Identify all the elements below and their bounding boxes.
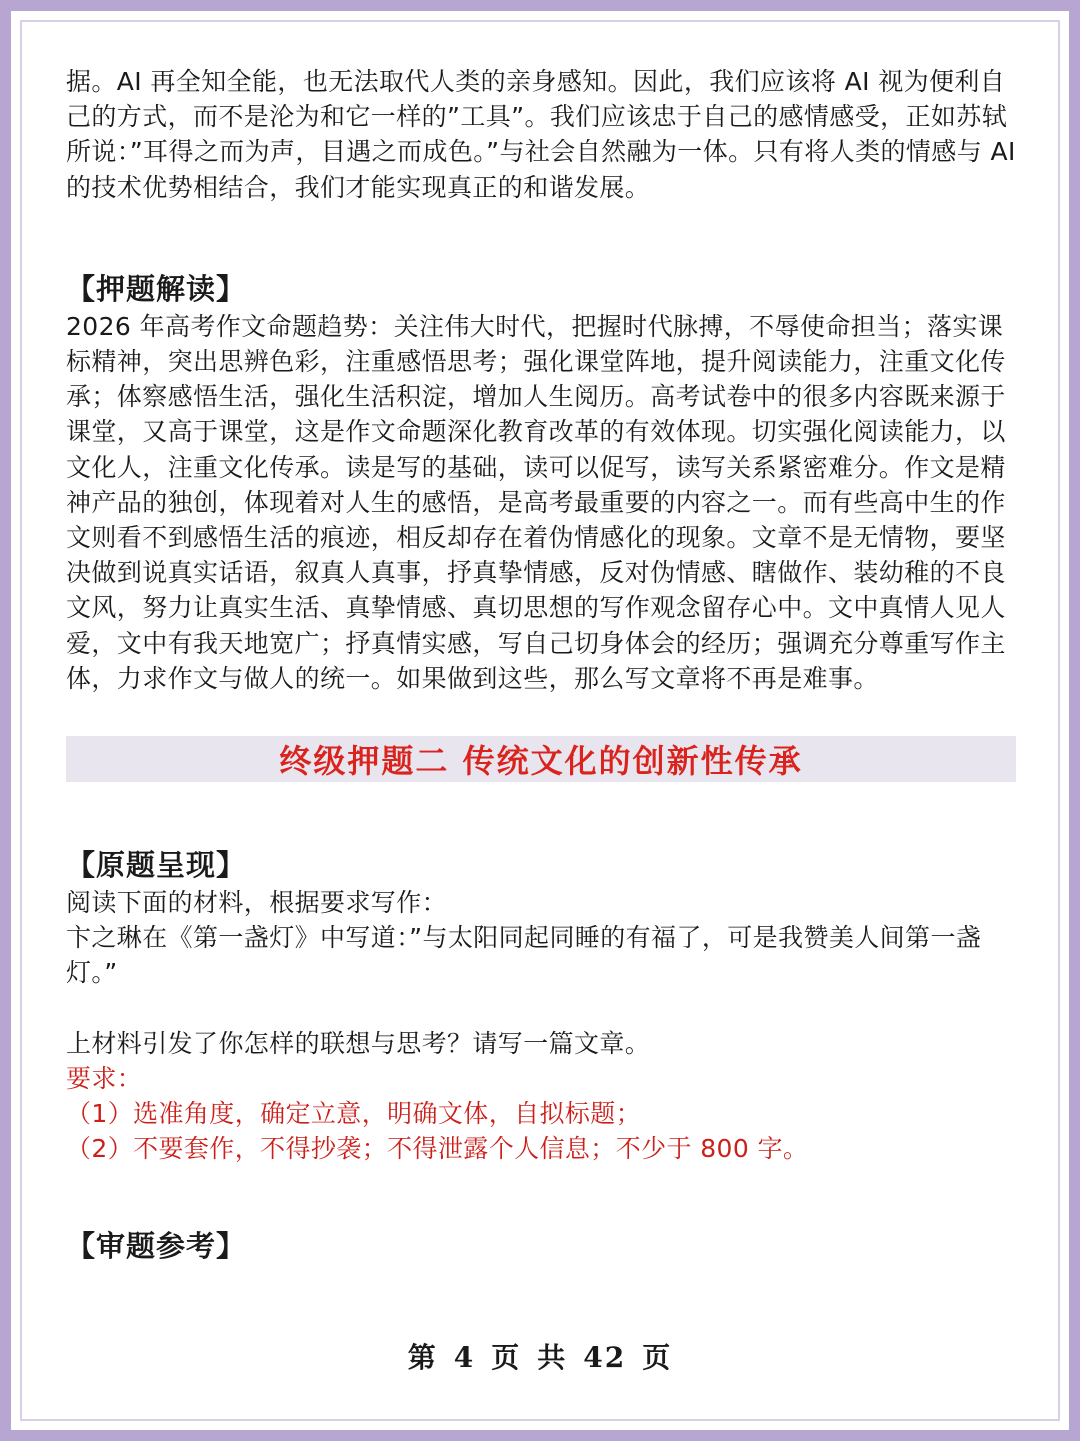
footer-suffix: 页: [642, 1341, 673, 1374]
section-title-band: [66, 736, 1016, 782]
intro-paragraph: 据。AI 再全知全能，也无法取代人类的亲身感知。因此，我们应该将 AI 视为便利自己的方式，而不是沦为和它一样的”工具”。我们应该忠于自己的感情感受，正如苏轼所说：”耳得之而为声，目遇之而成色。”与社会自然融为一体。只有将人类的情感与 AI 的技术优势相结合，我们才能实现真正的和谐发展。: [66, 67, 1016, 202]
requirement-2: （2）不要套作，不得抄袭；不得泄露个人信息；不少于 800 字。: [66, 1134, 809, 1164]
original-quote: 卞之琳在《第一盏灯》中写道：”与太阳同起同睡的有福了，可是我赞美人间第一盏灯。”: [66, 923, 982, 988]
requirements-label: 要求：: [66, 1063, 143, 1093]
document-content: [66, 64, 1016, 1266]
footer-page-word: 页: [491, 1341, 522, 1374]
original-heading: 【原题呈现】: [66, 848, 247, 883]
original-instruction: 阅读下面的材料，根据要求写作：: [66, 888, 448, 918]
analysis-body: 2026 年高考作文命题趋势：关注伟大时代，把握时代脉搏，不辱使命担当；落实课标精神，突出思辨色彩，注重感悟思考；强化课堂阵地，提升阅读能力，注重文化传承；体察感悟生活，强化生活积淀，增加人生阅历。高考试卷中的很多内容既来源于课堂，又高于课堂，这是作文命题深化教育改革的有效体现。切实强化阅读能力，以文化人，注重文化传承。读是写的基础，读可以促写，读写关系紧密难分。作文是精神产品的独创，体现着对人生的感悟，是高考最重要的内容之一。而有些高中生的作文则看不到感悟生活的痕迹，相反却存在着伪情感化的现象。文章不是无情物，要坚决做到说真实话语，叙真人真事，抒真挚情感，反对伪情感、瞎做作、装幼稚的不良文风，努力让真实生活、真挚情感、真切思想的写作观念留存心中。文中真情人见人爱，文中有我天地宽广；抒真情实感，写自己切身体会的经历；强调充分尊重写作主体，力求作文与做人的统一。如果做到这些，那么写文章将不再是难事。: [66, 311, 1006, 693]
requirement-1: （1）选准角度，确定立意，明确文体，自拟标题；: [66, 1099, 642, 1129]
footer-page-number: 4: [453, 1341, 476, 1374]
review-heading: 【审题参考】: [66, 1229, 247, 1264]
analysis-heading: 【押题解读】: [66, 271, 247, 306]
original-question: 上材料引发了你怎样的联想与思考？请写一篇文章。: [66, 1028, 651, 1058]
section-title: 终级押题二 传统文化的创新性传承: [279, 742, 803, 781]
footer-prefix: 第: [407, 1341, 438, 1374]
footer-total-word: 共: [537, 1341, 568, 1374]
footer-total-pages: 42: [583, 1341, 627, 1374]
page-footer: [0, 1336, 1080, 1376]
